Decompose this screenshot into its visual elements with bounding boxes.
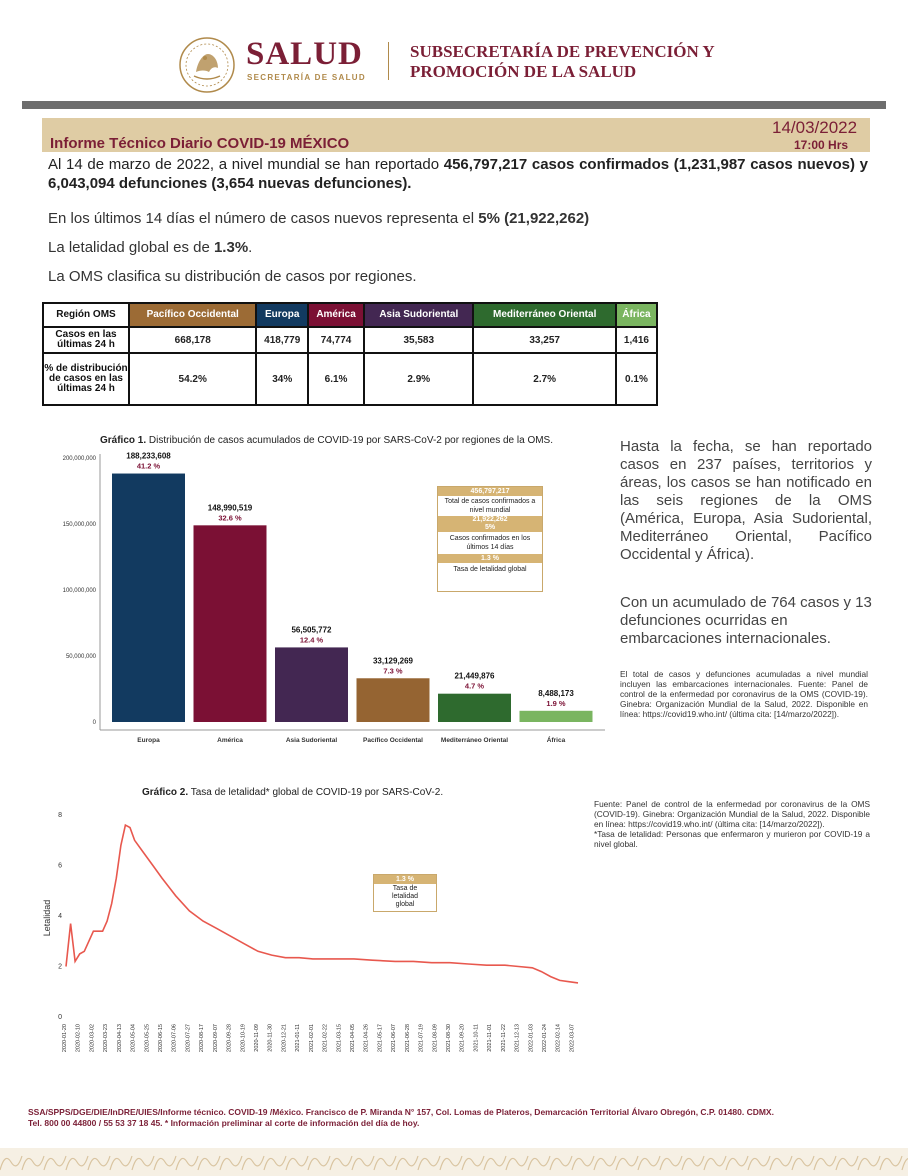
chart2-xtick: 2021-09-20 <box>459 1024 466 1053</box>
chart1-value-label: 56,505,772 <box>291 625 332 635</box>
footer <box>28 1107 888 1129</box>
chart2-ytick: 2 <box>58 963 62 971</box>
chart2-xtick: 2021-03-15 <box>336 1024 343 1053</box>
cfr-text: La letalidad global es de <box>48 239 214 256</box>
chart2-xtick: 2020-05-04 <box>130 1024 137 1053</box>
chart2-line-chart <box>38 800 588 1075</box>
brand-subtitle: SECRETARÍA DE SALUD <box>247 73 366 82</box>
cfr-value: 1.3% <box>213 239 249 256</box>
chart2-xtick: 2020-07-06 <box>171 1024 178 1053</box>
chart1-category-label: América <box>217 737 243 744</box>
chart2-xtick: 2021-06-07 <box>391 1024 398 1053</box>
chart2-title-rest: Tasa de letalidad* global de COVID-19 por SARS-CoV-2. <box>188 787 444 798</box>
region-cases-1: 418,779 <box>256 327 308 353</box>
chart2-xtick: 2020-07-27 <box>185 1024 192 1053</box>
region-pct-row <box>43 353 657 405</box>
chart2-xtick: 2021-06-28 <box>404 1024 411 1053</box>
source-notes-2 <box>594 799 870 849</box>
region-cases-4: 33,257 <box>473 327 615 353</box>
chart1-title <box>100 435 553 446</box>
chart2-xtick: 2020-09-28 <box>226 1024 233 1053</box>
subsecretaria-line2: PROMOCIÓN DE LA SALUD <box>410 62 637 81</box>
chart1-value-label: 148,990,519 <box>207 503 253 513</box>
region-pct-5: 0.1% <box>616 353 657 405</box>
source-note-1: El total de casos y defunciones acumuladas a nivel mundial incluyen las embarcaciones internacionales. Fuente: Panel de control de la enfermedad por coronavirus de la OMS (COVID-19). Ginebra: Organización Mundial de la Salud, 2022. Disponible en línea: https://covid19.who.int/ (última cita: [14/marzo/2022]). <box>620 669 868 719</box>
chart2-ytick: 0 <box>58 1014 62 1021</box>
cfr-period: . <box>248 239 253 256</box>
legend-recent-pct: 5% <box>438 524 542 532</box>
region-header-4: Mediterráneo Oriental <box>473 303 615 327</box>
chart2-xtick: 2022-02-14 <box>555 1024 562 1053</box>
region-pct-2: 6.1% <box>308 353 364 405</box>
chart2-xtick: 2020-11-09 <box>254 1024 260 1052</box>
oms-regions-paragraph: La OMS clasifica su distribución de casos por regiones. <box>48 268 417 285</box>
chart2-xtick: 2022-01-03 <box>528 1024 535 1053</box>
region-header-2: América <box>308 303 364 327</box>
chart1-pct-label: 4.7 % <box>464 681 485 691</box>
chart1-ytick: 0 <box>92 720 96 726</box>
chart2-xtick: 2021-08-09 <box>432 1024 439 1053</box>
chart1-title-rest: Distribución de casos acumulados de COVID-19 por SARS-CoV-2 por regiones de la OMS. <box>146 435 553 446</box>
chart2-legend-box <box>373 874 437 912</box>
chart1-bar <box>438 694 511 722</box>
report-date: 14/03/2022 <box>772 118 858 137</box>
report-time: 17:00 Hrs <box>794 138 849 152</box>
chart2-xtick: 2021-11-01 <box>487 1024 494 1052</box>
chart2-xtick: 2020-06-15 <box>158 1024 164 1053</box>
chart2-xtick: 2021-07-19 <box>418 1024 425 1053</box>
region-table <box>42 302 658 406</box>
chart1-bar <box>194 525 267 722</box>
legend-total-label: Total de casos confirmados a nivel mundial <box>444 498 536 514</box>
legend-cfr-label: Tasa de letalidad global <box>453 566 527 573</box>
chart2-xtick: 2021-08-30 <box>446 1024 452 1053</box>
chart1-category-label: Pacífico Occidental <box>363 737 423 744</box>
chart2-xtick: 2020-11-30 <box>267 1024 274 1052</box>
chart2-xtick: 2020-04-13 <box>116 1024 123 1053</box>
legend-cfr-value: 1.3 % <box>438 554 542 563</box>
cfr-paragraph <box>48 239 252 256</box>
chart1-bar <box>275 647 348 722</box>
chart2-xtick: 2020-02-10 <box>75 1024 82 1053</box>
chart1-pct-label: 32.6 % <box>218 513 242 523</box>
region-cases-5: 1,416 <box>616 327 657 353</box>
chart2-xtick: 2020-10-19 <box>240 1024 247 1053</box>
chart2-xtick: 2021-02-01 <box>308 1024 315 1053</box>
report-title: Informe Técnico Diario COVID-19 MÉXICO <box>50 135 350 152</box>
chart1-bar <box>112 474 185 722</box>
recent-cases-text: En los últimos 14 días el número de casos nuevos representa el <box>48 210 479 227</box>
region-header-row <box>43 303 657 327</box>
chart2-xtick: 2020-05-25 <box>144 1024 151 1053</box>
source-note-2: Fuente: Panel de control de la enfermedad por coronavirus de la OMS (COVID-19). Ginebra: Organización Mundial de la Salud, 2022. Disponible en línea: https://covid19.who.int/ (última cita: [14/marzo/2022]). <box>594 799 870 829</box>
brand-title: SALUD <box>246 36 363 72</box>
chart2-xtick: 2020-12-21 <box>281 1024 288 1053</box>
chart2-legend-label: Tasa de letalidad global <box>391 885 419 908</box>
subsecretaria-title <box>410 42 790 82</box>
chart1-pct-label: 12.4 % <box>299 635 324 645</box>
region-header-5: África <box>616 303 657 327</box>
chart1-ytick: 50,000,000 <box>65 654 96 660</box>
header-divider <box>388 42 389 80</box>
chart2-xtick: 2021-01-11 <box>295 1024 302 1052</box>
footer-line2: Tel. 800 00 44800 / 55 53 37 18 45. * Información preliminar al corte de información del día de hoy. <box>28 1118 420 1128</box>
chart1-pct-label: 7.3 % <box>383 666 403 676</box>
chart2-xtick: 2020-08-17 <box>199 1024 206 1053</box>
chart1-pct-label: 41.2 % <box>136 461 161 471</box>
legend-total-value: 456,797,217 <box>438 487 542 496</box>
chart2-xtick: 2022-03-07 <box>569 1024 576 1053</box>
source-note-3: *Tasa de letalidad: Personas que enfermaron y murieron por COVID-19 a nivel global. <box>594 829 870 849</box>
recent-cases-paragraph <box>48 210 589 227</box>
chart2-xtick: 2020-09-07 <box>212 1024 219 1053</box>
chart1-value-label: 8,488,173 <box>538 688 574 698</box>
chart1-title-bold: Gráfico 1. <box>100 435 147 446</box>
chart2-y-label: Letalidad <box>42 899 52 937</box>
intro-paragraph <box>48 155 868 193</box>
region-cases-2: 74,774 <box>308 327 364 353</box>
mexico-seal-logo <box>178 36 236 94</box>
subsecretaria-line1: SUBSECRETARÍA DE PREVENCIÓN Y <box>410 42 715 61</box>
chart2-ytick: 8 <box>58 812 62 819</box>
intro-text-a: Al 14 de marzo de 2022, a nivel mundial se han reportado <box>48 156 444 173</box>
chart1-category-label: Asia Sudoriental <box>285 737 338 744</box>
chart2-xtick: 2021-10-11 <box>473 1024 480 1052</box>
region-cases-0: 668,178 <box>129 327 256 353</box>
chart2-xtick: 2022-01-24 <box>542 1024 548 1053</box>
chart1-value-label: 21,449,876 <box>454 671 495 681</box>
chart2-title-bold: Gráfico 2. <box>142 787 189 798</box>
legend-recent-label: Casos confirmados en los últimos 14 días <box>449 535 531 551</box>
region-cases-3: 35,583 <box>364 327 473 353</box>
chart2-xtick: 2020-03-02 <box>89 1024 96 1053</box>
intro-text-b: 456,797,217 casos confirmados (1,231,987 casos nuevos) y 6,043,094 defunciones (3,654 nuevas defunciones). <box>48 156 868 192</box>
region-header-label: Región OMS <box>43 303 129 327</box>
chart2-xtick: 2021-04-05 <box>350 1024 356 1053</box>
chart1-value-label: 188,233,608 <box>126 451 171 461</box>
chart1-ytick: 150,000,000 <box>62 522 96 528</box>
region-pct-0: 54.2% <box>129 353 256 405</box>
cases-row-label: Casos en las últimas 24 h <box>43 327 129 353</box>
region-header-0: Pacífico Occidental <box>129 303 256 327</box>
header-band <box>22 101 886 109</box>
chart1-ytick: 100,000,000 <box>62 588 96 594</box>
chart2-title <box>142 787 443 798</box>
chart2-series-line <box>66 825 578 983</box>
chart2-xtick: 2020-01-20 <box>62 1024 68 1053</box>
chart1-value-label: 33,129,269 <box>372 656 414 666</box>
region-pct-1: 34% <box>256 353 308 405</box>
chart1-ytick: 200,000,000 <box>62 456 96 462</box>
recent-cases-value: 5% (21,922,262) <box>478 210 590 227</box>
chart2-legend-value: 1.3 % <box>374 875 436 884</box>
chart2-xtick: 2021-11-22 <box>500 1024 507 1052</box>
chart2-xtick: 2021-04-26 <box>363 1024 370 1053</box>
legend-recent-value: 21,922,262 <box>438 516 542 524</box>
pct-row-label: % de distribución de casos en las últimas 24 h <box>43 353 129 405</box>
chart1-bar <box>520 711 593 722</box>
region-pct-3: 2.9% <box>364 353 473 405</box>
chart1-bar <box>357 678 430 722</box>
chart2-xtick: 2021-12-13 <box>514 1024 521 1053</box>
chart2-xtick: 2021-02-22 <box>322 1024 329 1053</box>
chart2-ytick: 4 <box>58 913 62 920</box>
region-cases-row <box>43 327 657 353</box>
chart1-legend-box <box>437 486 543 592</box>
footer-line1: SSA/SPPS/DGE/DIE/InDRE/UIES/Informe técnico. COVID-19 /México. Francisco de P. Miranda N° 157, Col. Lomas de Plateros, Demarcación Territorial Álvaro Obregón, C.P. 01480. CDMX. <box>28 1107 774 1117</box>
chart1-category-label: África <box>546 737 566 744</box>
decorative-footer-pattern <box>0 1148 908 1176</box>
chart2-xtick: 2020-03-23 <box>103 1024 110 1053</box>
chart1-category-label: Mediterráneo Oriental <box>440 737 509 744</box>
chart1-pct-label: 1.9 % <box>546 698 566 708</box>
chart2-xtick: 2021-05-17 <box>377 1024 384 1053</box>
region-header-3: Asia Sudoriental <box>364 303 473 327</box>
ships-paragraph: Con un acumulado de 764 casos y 13 defunciones ocurridas en embarcaciones internacionales. <box>620 594 872 647</box>
chart1-category-label: Europa <box>137 737 160 744</box>
chart2-ytick: 6 <box>58 862 62 870</box>
countries-paragraph: Hasta la fecha, se han reportado casos en 237 países, territorios y áreas, los casos se han notificado en las seis regiones de la OMS (América, Europa, Asia Sudoriental, Mediterráneo Oriental, Pacífico Occidental y África). <box>620 438 872 563</box>
region-pct-4: 2.7% <box>473 353 615 405</box>
region-header-1: Europa <box>256 303 308 327</box>
